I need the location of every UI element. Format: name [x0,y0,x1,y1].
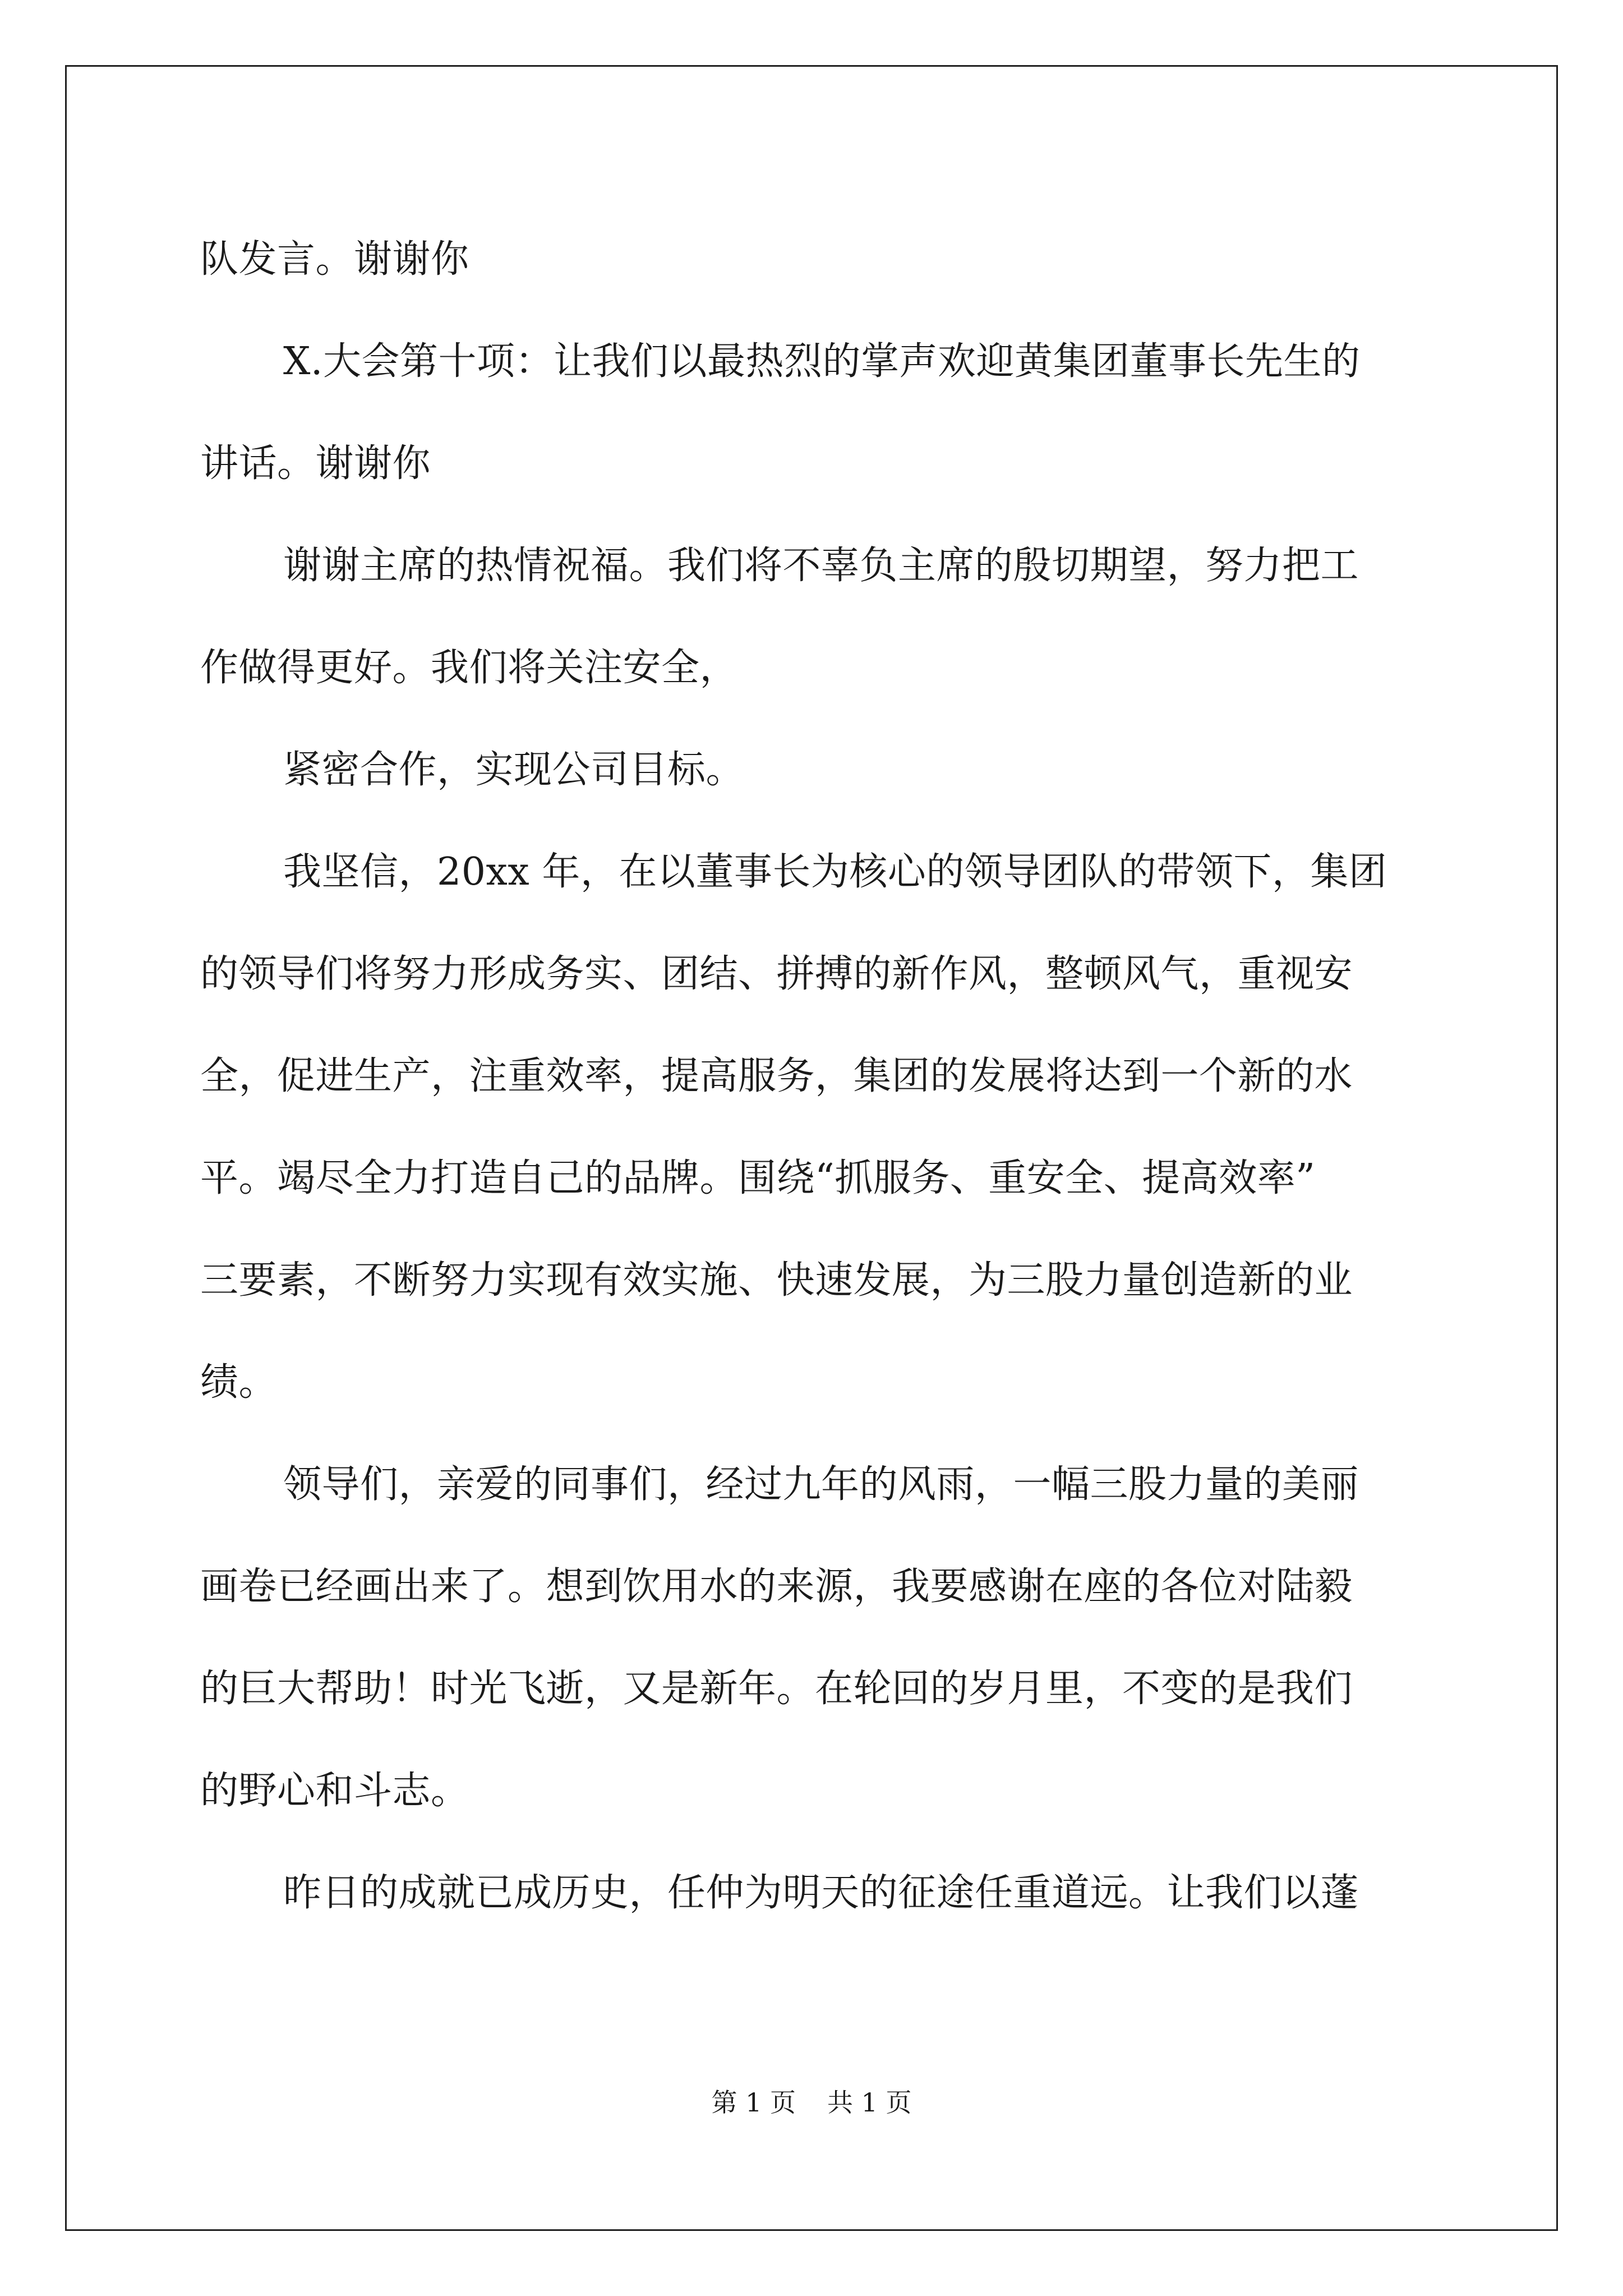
page-number: 第 1 页 [711,2087,796,2118]
text-line: 全，促进生产，注重效率，提高服务，集团的发展将达到一个新的水 [200,1054,1353,1098]
text-line: 谢谢主席的热情祝福。我们将不辜负主席的殷切期望，努力把工 [283,544,1359,588]
text-line: 队发言。谢谢你 [200,237,469,282]
page-total: 共 1 页 [827,2087,912,2118]
text-line: 的巨大帮助！时光飞逝，又是新年。在轮回的岁月里，不变的是我们 [200,1667,1353,1711]
text-line: 我坚信，20xx 年，在以董事长为核心的领导团队的带领下，集团 [283,850,1387,894]
text-line: 的领导们将努力形成务实、团结、拼搏的新作风，整顿风气，重视安 [200,952,1353,996]
text-line: 绩。 [200,1360,278,1405]
text-line: 领导们，亲爱的同事们，经过九年的风雨，一幅三股力量的美丽 [283,1462,1359,1507]
text-line: X.大会第十项：让我们以最热烈的掌声欢迎黄集团董事长先生的 [283,339,1361,384]
text-line: 平。竭尽全力打造自己的品牌。围绕“抓服务、重安全、提高效率” [200,1156,1316,1200]
page-footer [0,2086,1623,2119]
text-line: 作做得更好。我们将关注安全， [200,646,739,690]
text-line: 讲话。谢谢你 [200,441,431,486]
text-line: 三要素，不断努力实现有效实施、快速发展，为三股力量创造新的业 [200,1258,1353,1303]
document-body [200,209,1423,1944]
text-line: 画卷已经画出来了。想到饮用水的来源，我要感谢在座的各位对陆毅 [200,1565,1353,1609]
text-line: 昨日的成就已成历史，任仲为明天的征途任重道远。让我们以蓬 [283,1871,1359,1915]
text-line: 的野心和斗志。 [200,1769,469,1813]
text-line: 紧密合作，实现公司目标。 [283,748,745,792]
